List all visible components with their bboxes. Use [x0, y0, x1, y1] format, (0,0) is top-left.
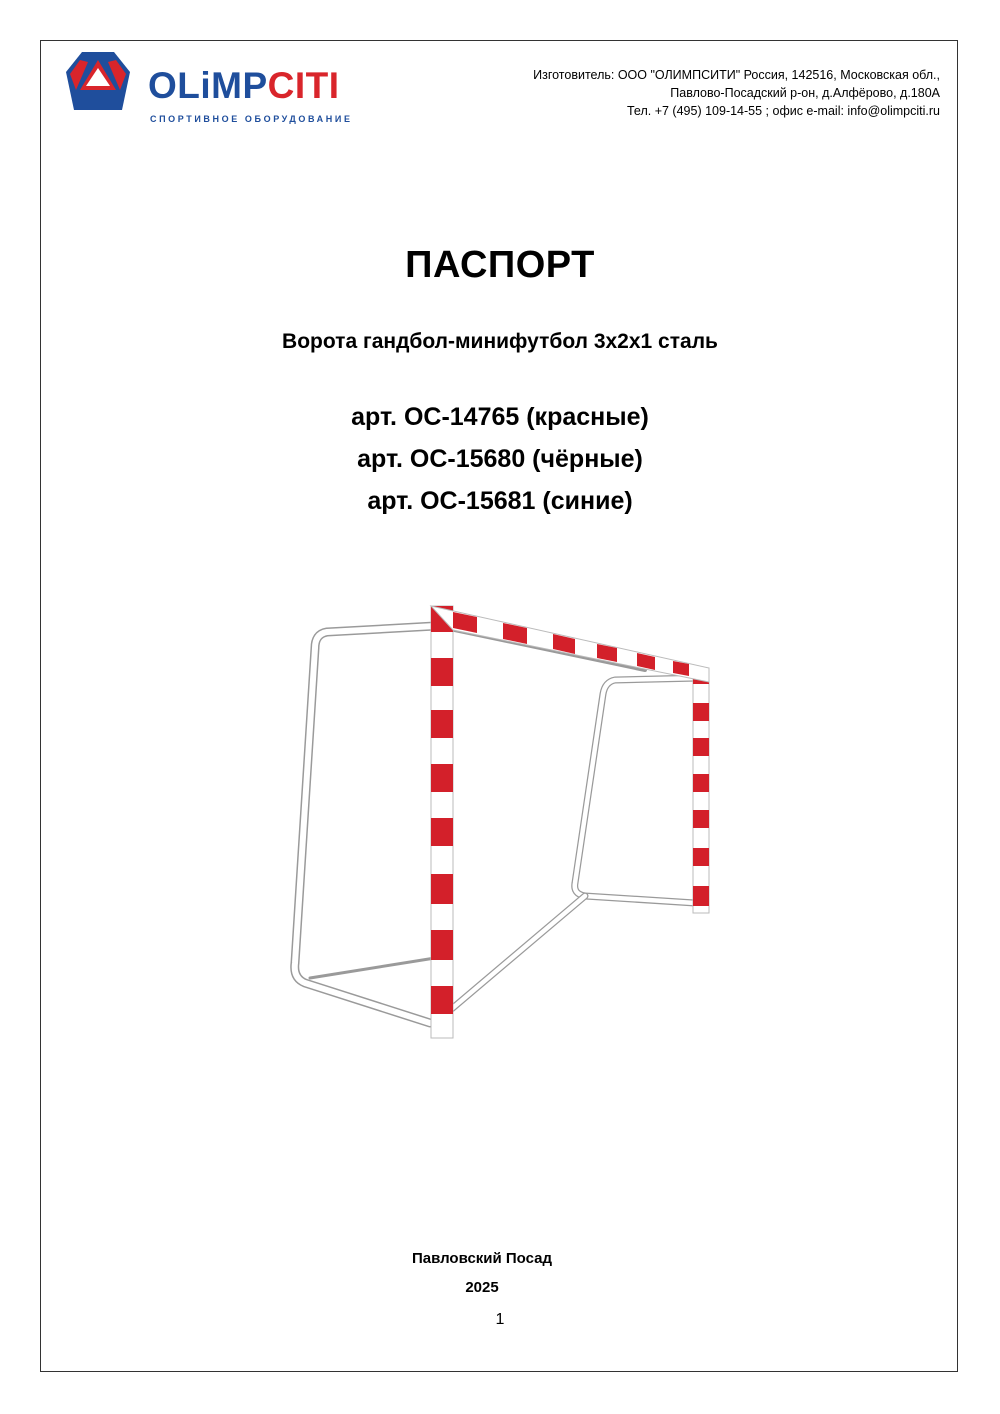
article-list [0, 396, 1000, 522]
company-logo [64, 50, 364, 130]
article-item: арт. ОС-15680 (чёрные) [357, 445, 643, 473]
footer-year: 2025 [465, 1279, 499, 1296]
document-title: ПАСПОРТ [405, 244, 595, 286]
article-item: арт. ОС-15681 (синие) [367, 487, 633, 515]
manufacturer-line: Павлово-Посадский р-он, д.Алфёрово, д.180А [670, 86, 940, 100]
article-item: арт. ОС-14765 (красные) [351, 403, 649, 431]
product-name: Ворота гандбол-минифутбол 3х2х1 сталь [282, 330, 718, 353]
page-number: 1 [495, 1311, 505, 1328]
manufacturer-line: Изготовитель: ООО "ОЛИМПСИТИ" Россия, 142516, Московская обл., [533, 68, 940, 82]
footer-city: Павловский Посад [411, 1250, 553, 1267]
manufacturer-line: Тел. +7 (495) 109-14-55 ; офис e-mail: info@olimpciti.ru [627, 104, 940, 118]
logo-emblem-icon [64, 50, 132, 116]
logo-tagline: СПОРТИВНОЕ ОБОРУДОВАНИЕ [150, 114, 353, 124]
manufacturer-info [533, 66, 940, 120]
goal-photo [285, 598, 725, 1048]
logo-wordmark: OLiMPCITI [148, 65, 340, 106]
